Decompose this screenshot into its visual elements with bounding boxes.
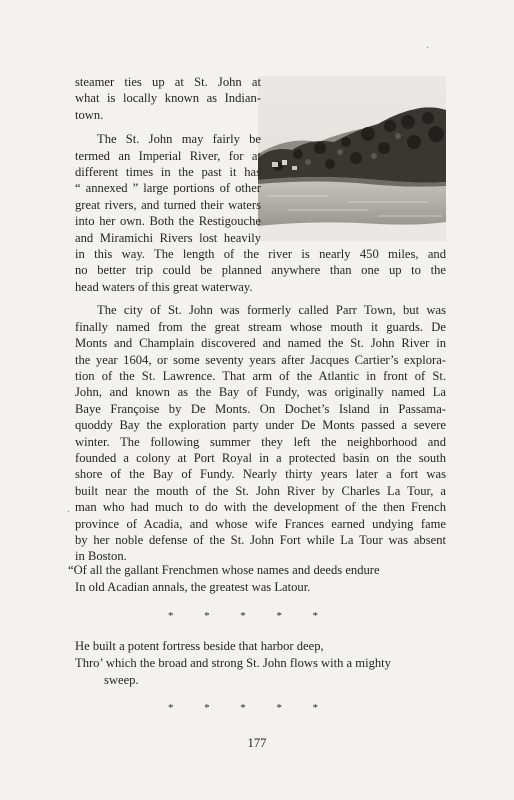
verse-line: He built a potent fortress beside that harbor deep, [75,639,324,653]
star-mark: * [204,702,210,714]
text-line: in this way. The length of the river is nearly 450 miles, and [75,247,446,262]
text-line: founded a colony at Port Royal in a protected basin on the south [75,450,446,465]
verse-line: Thro’ which the broad and strong St. John flows with a mighty [75,656,391,670]
text-line: by her noble defense of the St. John Fort while La Tour was absent [75,532,446,547]
text-line: built near the mouth of the St. John River by Charles La Tour, a [75,483,446,498]
paragraph-imperial-river-cont [75,246,446,295]
star-mark: * [240,610,246,622]
star-mark: * [312,702,318,714]
speck [68,511,69,512]
page-number: 177 [247,736,267,750]
text-line: quoddy Bay the exploration party under De Monts passed a severe [75,418,446,433]
text-line: in Boston. [75,549,127,564]
text-line: shore of the Bay of Fundy. Nearly thirty years later a fort was [75,467,446,482]
speck [427,47,428,48]
section-divider-stars [168,610,318,622]
body-text [75,74,446,565]
text-line: “ annexed ” large portions of other [75,181,261,196]
text-line: different times in the past it has [75,165,261,180]
section-divider-stars-2 [168,702,318,714]
text-line: termed an Imperial River, for at [75,148,261,163]
paragraph-imperial-river [75,131,261,246]
text-line: tion of the St. Lawrence. That arm of the Atlantic in front of St. [75,368,446,383]
text-line: the year 1604, or some seventy years after Jacques Cartier’s explora- [75,352,446,367]
text-line: finally named from the great stream whose mouth it guards. De [75,319,446,334]
text-line: head waters of this great waterway. [75,279,253,294]
star-mark: * [168,610,174,622]
text-line: winter. The following summer they left the neighborhood and [75,434,446,449]
star-mark: * [312,610,318,622]
verse-latour [68,562,448,596]
text-line: man who had much to do with the development of the then French [75,500,446,515]
verse-line: “Of all the gallant Frenchmen whose names and deeds endure [68,563,380,577]
text-line: town. [75,107,104,122]
star-mark: * [276,610,282,622]
text-line: The St. John may fairly be [97,132,261,147]
star-mark: * [276,702,282,714]
text-line: into her own. Both the Restigouche [75,214,261,229]
paragraph-city-history [75,302,446,565]
text-line: steamer ties up at St. John at [75,75,261,89]
star-mark: * [240,702,246,714]
text-line: Monts and Champlain discovered and named the St. John River in [75,336,446,351]
verse-line: In old Acadian annals, the greatest was Latour. [75,580,311,594]
verse-fortress [68,638,448,689]
star-mark: * [168,702,174,714]
text-line: province of Acadia, and whose wife Frances earned undying fame [75,516,446,531]
text-line: Baye Françoise by De Monts. On Dochet’s Island in Passama- [75,401,446,416]
verse-line: sweep. [104,673,139,687]
text-line: John, and known as the Bay of Fundy, was originally named La [75,385,446,400]
text-line: The city of St. John was formerly called Parr Town, but was [97,303,446,318]
opening-fragment [75,74,261,123]
text-line: and Miramichi Rivers lost heavily [75,230,261,245]
text-line: great rivers, and turned their waters [75,197,261,212]
star-mark: * [204,610,210,622]
text-line: what is locally known as Indian- [75,91,261,106]
text-line: no better trip could be planned anywhere than one up to the [75,263,446,278]
